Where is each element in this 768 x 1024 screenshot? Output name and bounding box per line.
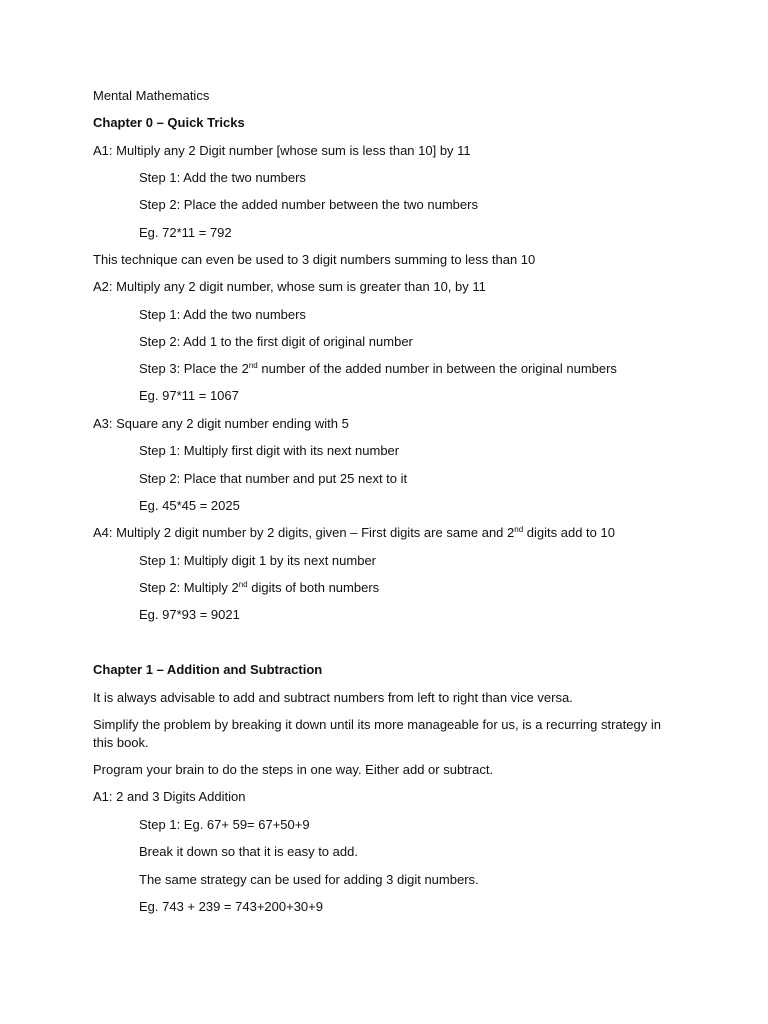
chapter-0-a1-example: Eg. 72*11 = 792: [139, 225, 232, 240]
chapter-0-a4-step1: Step 1: Multiply digit 1 by its next number: [139, 553, 377, 568]
a4-title-ordinal-suffix: nd: [514, 525, 524, 534]
chapter-0-a2-example: Eg. 97*11 = 1067: [139, 388, 239, 403]
chapter-0-a1-step1: Step 1: Add the two numbers: [139, 170, 306, 185]
chapter-0-a3-title: A3: Square any 2 digit number ending with 5: [93, 416, 349, 431]
document-title: Mental Mathematics: [93, 88, 210, 103]
chapter-1-a1-title: A1: 2 and 3 Digits Addition: [93, 789, 246, 804]
step3-text-start: Step 3: Place the 2: [139, 361, 249, 376]
chapter-1-paragraph-1: It is always advisable to add and subtract numbers from left to right than vice versa.: [93, 690, 573, 705]
chapter-0-a3-step2: Step 2: Place that number and put 25 next to it: [139, 471, 408, 486]
chapter-1-a1-step1: Step 1: Eg. 67+ 59= 67+50+9: [139, 817, 310, 832]
chapter-1-a1-line2: Break it down so that it is easy to add.: [139, 844, 358, 859]
a4-title-start: A4: Multiply 2 digit number by 2 digits, given – First digits are same and 2: [93, 525, 515, 540]
chapter-1-a1-example: Eg. 743 + 239 = 743+200+30+9: [139, 899, 323, 914]
chapter-0-a2-step2: Step 2: Add 1 to the first digit of original number: [139, 334, 413, 349]
chapter-0-a1-title: A1: Multiply any 2 Digit number [whose sum is less than 10] by 11: [93, 143, 471, 158]
chapter-0-a3-step1: Step 1: Multiply first digit with its next number: [139, 443, 400, 458]
a4-step2-ordinal-suffix: nd: [238, 580, 248, 589]
chapter-0-a4-example: Eg. 97*93 = 9021: [139, 607, 240, 622]
chapter-0-heading: Chapter 0 – Quick Tricks: [93, 115, 245, 130]
chapter-0-a4-step2: [139, 580, 379, 596]
chapter-0-a2-step1: Step 1: Add the two numbers: [139, 307, 306, 322]
chapter-1-paragraph-3: Program your brain to do the steps in one way. Either add or subtract.: [93, 762, 494, 777]
chapter-0-a4-title: [93, 525, 615, 541]
step3-text-end: number of the added number in between the original numbers: [257, 361, 617, 376]
step3-ordinal-suffix: nd: [248, 361, 258, 370]
chapter-0-a2-step3: [139, 361, 617, 377]
chapter-0-a1-note: This technique can even be used to 3 digit numbers summing to less than 10: [93, 252, 536, 267]
chapter-0-a2-title: A2: Multiply any 2 digit number, whose sum is greater than 10, by 11: [93, 279, 486, 294]
chapter-0-a1-step2: Step 2: Place the added number between the two numbers: [139, 197, 478, 212]
chapter-1-paragraph-2: Simplify the problem by breaking it down until its more manageable for us, is a recurring strategy in this book.: [93, 717, 661, 750]
chapter-0-a3-example: Eg. 45*45 = 2025: [139, 498, 240, 513]
a4-step2-start: Step 2: Multiply 2: [139, 580, 239, 595]
a4-step2-end: digits of both numbers: [247, 580, 380, 595]
chapter-1-a1-line3: The same strategy can be used for adding 3 digit numbers.: [139, 872, 479, 887]
chapter-1-heading: Chapter 1 – Addition and Subtraction: [93, 662, 323, 677]
a4-title-end: digits add to 10: [523, 525, 615, 540]
